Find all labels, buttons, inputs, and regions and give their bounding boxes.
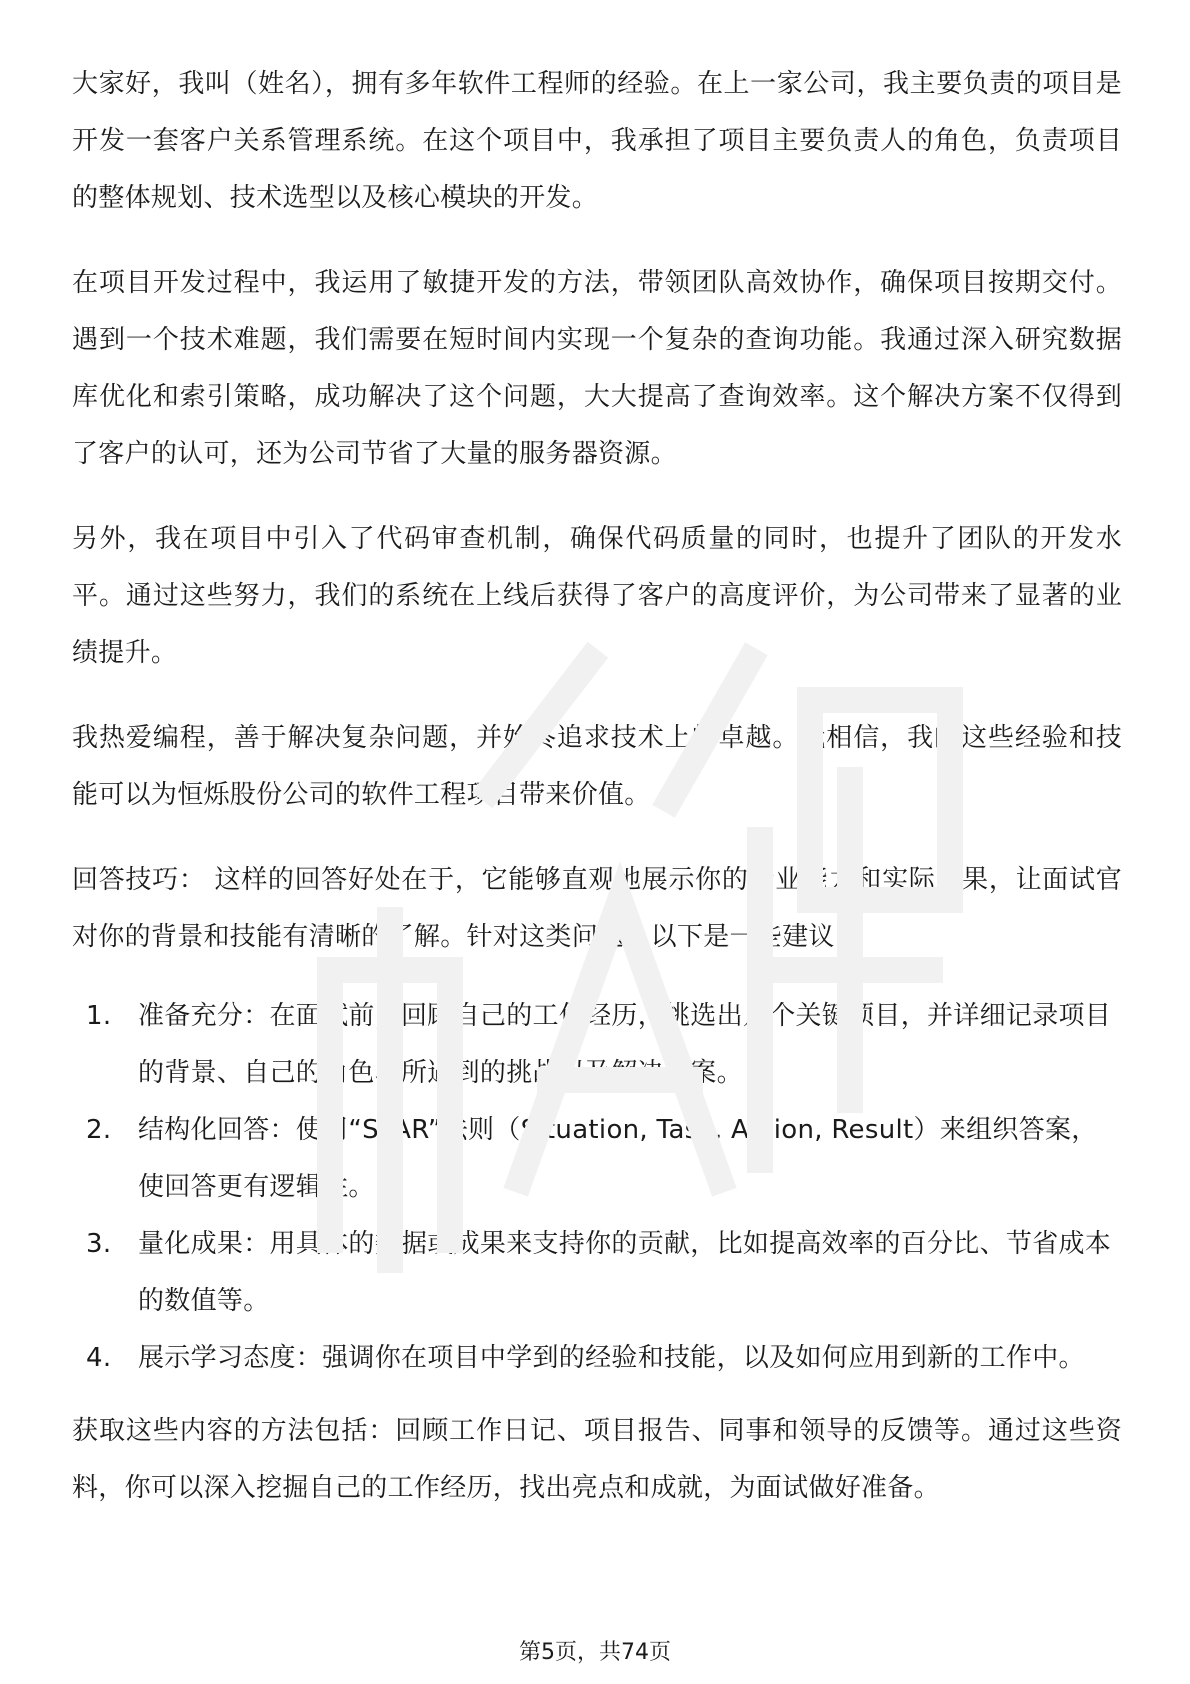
list-text: 准备充分：在面试前，回顾自己的工作经历，挑选出几个关键项目，并详细记录项目的背景、自己的角色、所遇到的挑战以及解决方案。 [138,1001,1112,1088]
paragraph-intro: 大家好，我叫（姓名），拥有多年软件工程师的经验。在上一家公司，我主要负责的项目是开发一套客户关系管理系统。在这个项目中，我承担了项目主要负责人的角色，负责项目的整体规划、技术选型以及核心模块的开发。 [72,69,1122,213]
list-item [72,988,1122,1102]
paragraph-code-review: 另外，我在项目中引入了代码审查机制，确保代码质量的同时，也提升了团队的开发水平。通过这些努力，我们的系统在上线后获得了客户的高度评价，为公司带来了显著的业绩提升。 [72,524,1122,668]
document-body [72,56,1122,1545]
list-number: 4. [86,1343,112,1373]
list-item [72,1330,1122,1387]
paragraph-answer-tips: 回答技巧： 这样的回答好处在于，它能够直观地展示你的专业能力和实际成果，让面试官对你的背景和技能有清晰的了解。针对这类问题，以下是一些建议： [72,865,1122,952]
list-number: 3. [86,1229,112,1259]
list-text: 展示学习态度：强调你在项目中学到的经验和技能，以及如何应用到新的工作中。 [138,1343,1085,1373]
list-text: 结构化回答：使用“STAR”法则（Situation, Task, Action, Result）来组织答案，使回答更有逻辑性。 [138,1115,1098,1202]
list-item [72,1102,1122,1216]
list-number: 2. [86,1115,112,1145]
paragraph-closing: 获取这些内容的方法包括：回顾工作日记、项目报告、同事和领导的反馈等。通过这些资料，你可以深入挖掘自己的工作经历，找出亮点和成就，为面试做好准备。 [72,1416,1122,1503]
list-number: 1. [86,1001,112,1031]
list-item [72,1216,1122,1330]
paragraph-passion: 我热爱编程，善于解决复杂问题，并始终追求技术上的卓越。我相信，我的这些经验和技能可以为恒烁股份公司的软件工程项目带来价值。 [72,723,1122,810]
paragraph-project-process: 在项目开发过程中，我运用了敏捷开发的方法，带领团队高效协作，确保项目按期交付。遇到一个技术难题，我们需要在短时间内实现一个复杂的查询功能。我通过深入研究数据库优化和索引策略，成功解决了这个问题，大大提高了查询效率。这个解决方案不仅得到了客户的认可，还为公司节省了大量的服务器资源。 [72,268,1122,469]
list-text: 量化成果：用具体的数据或成果来支持你的贡献，比如提高效率的百分比、节省成本的数值等。 [138,1229,1112,1316]
tips-list [72,988,1122,1387]
page-footer: 第5页，共74页 [519,1640,671,1665]
